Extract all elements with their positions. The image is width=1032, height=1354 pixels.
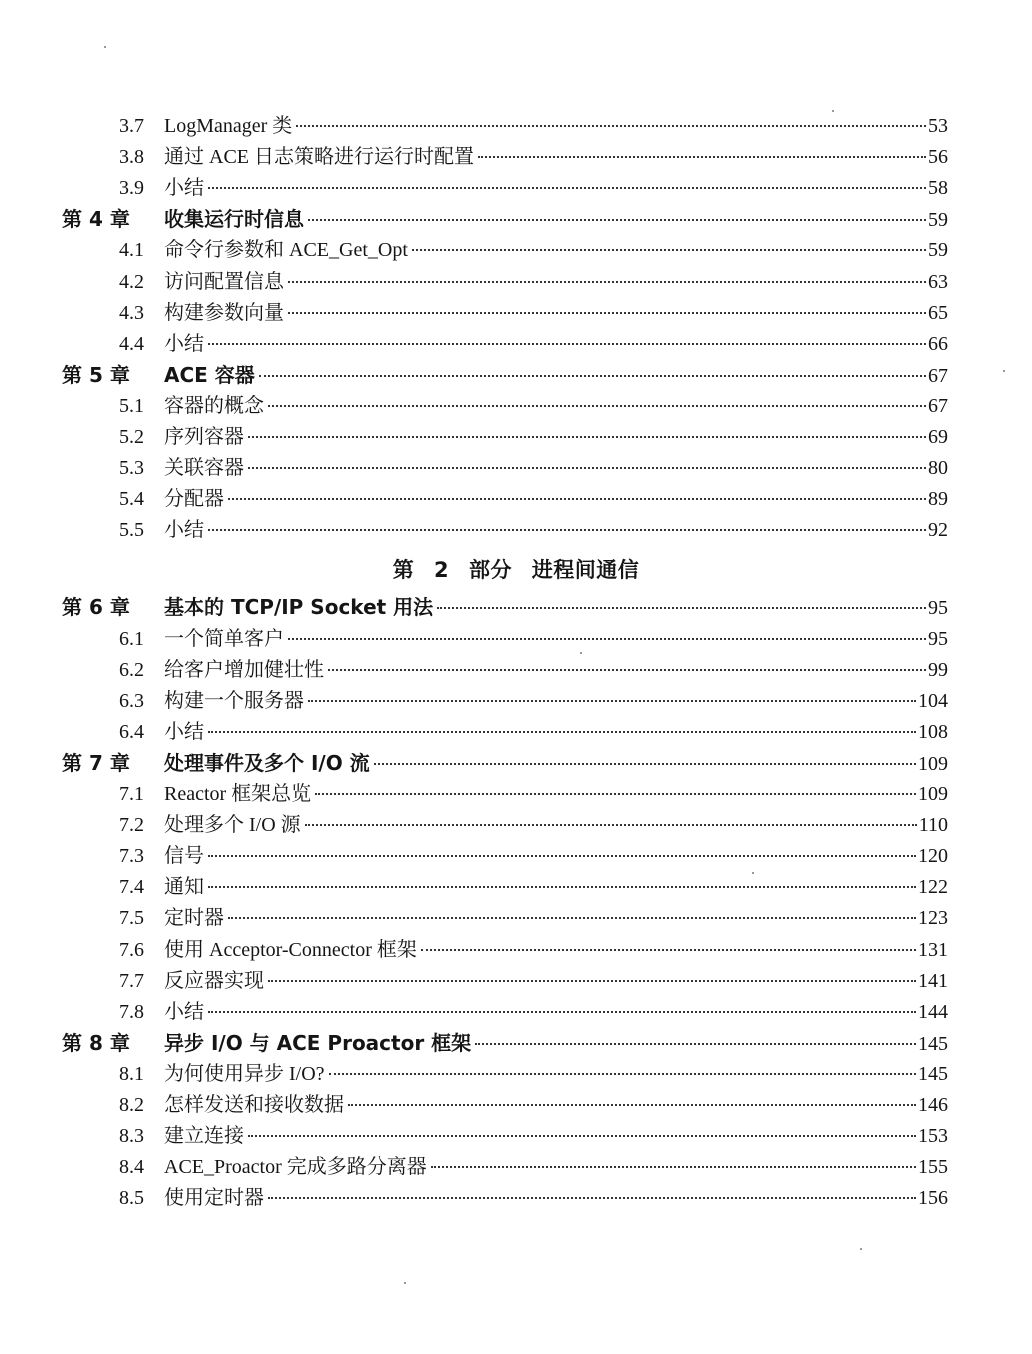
dot-leader — [431, 1166, 916, 1168]
toc-section-row[interactable] — [0, 111, 1032, 141]
dot-leader — [308, 700, 916, 702]
page-number: 67 — [928, 364, 948, 387]
toc-section-row[interactable] — [0, 686, 1032, 716]
toc-entry-line — [164, 267, 948, 297]
dot-leader — [348, 1104, 916, 1106]
dot-leader — [329, 1073, 916, 1075]
dot-leader — [259, 375, 926, 377]
dot-leader — [208, 855, 916, 857]
toc-entry-title: LogManager 类 — [164, 115, 293, 137]
page-number: 146 — [918, 1094, 948, 1116]
toc-entry-title: 命令行参数和 ACE_Get_Opt — [164, 239, 408, 262]
section-number: 7.8 — [119, 1000, 144, 1023]
page-number: 122 — [918, 876, 948, 899]
toc-entry-line — [164, 997, 948, 1027]
toc-entry-title: 通知 — [164, 876, 204, 899]
scan-speck — [104, 46, 106, 48]
page-number: 89 — [928, 488, 948, 511]
toc-entry-title: 建立连接 — [164, 1125, 244, 1148]
page-number: 66 — [928, 332, 948, 355]
page-number: 58 — [928, 177, 948, 200]
toc-entry-title: 怎样发送和接收数据 — [164, 1094, 344, 1116]
dot-leader — [268, 405, 926, 407]
dot-leader — [288, 638, 926, 640]
toc-entry-title: 小结 — [164, 177, 204, 200]
toc-section-row[interactable] — [0, 810, 1032, 840]
toc-entry-line — [164, 872, 948, 902]
toc-entry-line — [164, 111, 948, 141]
section-number: 5.2 — [119, 426, 144, 448]
toc-entry-line — [164, 935, 948, 965]
toc-entry-title: ACE 容器 — [164, 362, 255, 387]
page-number: 109 — [918, 783, 948, 805]
section-number: 7.3 — [119, 845, 144, 868]
page-number: 120 — [918, 845, 948, 868]
toc-section-row[interactable] — [0, 997, 1032, 1027]
toc-entry-line — [164, 1183, 948, 1213]
page-number: 69 — [928, 426, 948, 448]
toc-entry-title: 访问配置信息 — [164, 270, 284, 293]
scan-speck — [1003, 370, 1005, 372]
toc-entry-line — [164, 810, 948, 840]
section-number: 4.3 — [119, 301, 144, 324]
toc-chapter-row[interactable] — [0, 592, 1032, 622]
dot-leader — [208, 187, 926, 189]
toc-section-row[interactable] — [0, 779, 1032, 809]
toc-entry-title: 构建参数向量 — [164, 301, 284, 324]
toc-chapter-row[interactable] — [0, 1028, 1032, 1058]
toc-entry-title: 小结 — [164, 1000, 204, 1023]
toc-section-row[interactable] — [0, 717, 1032, 747]
toc-chapter-row[interactable] — [0, 748, 1032, 778]
section-number: 8.2 — [119, 1094, 144, 1116]
toc-section-row[interactable] — [0, 1183, 1032, 1213]
page-number: 92 — [928, 519, 948, 542]
dot-leader — [478, 156, 926, 158]
dot-leader — [268, 1197, 916, 1199]
toc-entry-title: 处理多个 I/O 源 — [164, 814, 301, 837]
toc-entry-line — [164, 515, 948, 545]
toc-entry-line — [164, 453, 948, 483]
toc-chapter-row[interactable] — [0, 204, 1032, 234]
section-number: 6.3 — [119, 689, 144, 712]
page-number: 141 — [918, 969, 948, 992]
dot-leader — [208, 1011, 916, 1013]
page-number: 110 — [918, 814, 948, 837]
toc-entry-line — [164, 717, 948, 747]
chapter-number: 第 7 章 — [62, 750, 130, 775]
toc-section-row[interactable] — [0, 1152, 1032, 1182]
section-number: 4.4 — [119, 332, 144, 355]
page-number: 153 — [918, 1125, 948, 1148]
dot-leader — [228, 917, 916, 919]
toc-section-row[interactable] — [0, 142, 1032, 172]
toc-section-row[interactable] — [0, 391, 1032, 421]
scan-speck — [580, 652, 582, 654]
dot-leader — [228, 498, 926, 500]
toc-entry-title: 处理事件及多个 I/O 流 — [164, 750, 370, 775]
toc-section-row[interactable] — [0, 298, 1032, 328]
page-number: 155 — [918, 1156, 948, 1179]
chapter-number: 第 8 章 — [62, 1030, 130, 1055]
section-number: 5.4 — [119, 488, 144, 511]
section-number: 8.4 — [119, 1156, 144, 1179]
toc-entry-title: 基本的 TCP/IP Socket 用法 — [164, 595, 434, 620]
dot-leader — [328, 669, 926, 671]
page-number: 59 — [928, 209, 948, 232]
page-number: 108 — [918, 720, 948, 743]
toc-entry-title: 使用定时器 — [164, 1187, 264, 1210]
toc-entry-line — [164, 204, 948, 234]
toc-entry-line — [164, 1090, 948, 1120]
section-number: 7.5 — [119, 907, 144, 930]
toc-entry-line — [164, 391, 948, 421]
toc-entry-title: 定时器 — [164, 907, 224, 930]
toc-entry-title: 通过 ACE 日志策略进行运行时配置 — [164, 146, 474, 169]
toc-entry-line — [164, 1059, 948, 1089]
dot-leader — [296, 125, 926, 127]
dot-leader — [268, 980, 916, 982]
section-number: 8.1 — [119, 1062, 144, 1085]
section-number: 6.4 — [119, 720, 144, 743]
section-number: 5.5 — [119, 519, 144, 542]
toc-section-row[interactable] — [0, 484, 1032, 514]
section-number: 7.7 — [119, 969, 144, 992]
page-number: 131 — [918, 938, 948, 961]
toc-entry-title: 为何使用异步 I/O? — [164, 1062, 325, 1085]
toc-entry-title: 构建一个服务器 — [164, 689, 304, 712]
section-number: 3.8 — [119, 146, 144, 169]
toc-entry-title: 一个简单客户 — [164, 627, 284, 650]
chapter-number: 第 5 章 — [62, 362, 130, 387]
toc-section-row[interactable] — [0, 267, 1032, 297]
dot-leader — [374, 763, 916, 765]
toc-entry-line — [164, 235, 948, 265]
toc-entry-line — [164, 655, 948, 685]
toc-entry-line — [164, 748, 948, 778]
section-number: 7.1 — [119, 783, 144, 805]
section-number: 5.1 — [119, 394, 144, 417]
section-number: 8.3 — [119, 1125, 144, 1148]
toc-entry-line — [164, 903, 948, 933]
page-number: 80 — [928, 457, 948, 480]
toc-entry-line — [164, 484, 948, 514]
page-number: 95 — [928, 627, 948, 650]
toc-section-row[interactable] — [0, 453, 1032, 483]
toc-entry-title: 小结 — [164, 332, 204, 355]
dot-leader — [421, 949, 916, 951]
toc-entry-line — [164, 779, 948, 809]
toc-entry-title: Reactor 框架总览 — [164, 783, 312, 805]
toc-entry-line — [164, 1028, 948, 1058]
dot-leader — [288, 312, 926, 314]
page-number: 144 — [918, 1000, 948, 1023]
dot-leader — [288, 281, 926, 283]
page-number: 67 — [928, 394, 948, 417]
section-number: 7.4 — [119, 876, 144, 899]
chapter-number: 第 4 章 — [62, 207, 130, 232]
toc-entry-line — [164, 841, 948, 871]
page-number: 53 — [928, 115, 948, 137]
section-number: 5.3 — [119, 457, 144, 480]
toc-entry-line — [164, 422, 948, 452]
toc-entry-line — [164, 142, 948, 172]
toc-entry-line — [164, 1152, 948, 1182]
section-number: 4.2 — [119, 270, 144, 293]
page-number: 123 — [918, 907, 948, 930]
chapter-number: 第 6 章 — [62, 595, 130, 620]
toc-entry-line — [164, 686, 948, 716]
toc-section-row[interactable] — [0, 173, 1032, 203]
toc-section-row[interactable] — [0, 1121, 1032, 1151]
toc-section-row[interactable] — [0, 329, 1032, 359]
page-number: 95 — [928, 597, 948, 620]
section-number: 4.1 — [119, 239, 144, 262]
dot-leader — [248, 467, 926, 469]
page-number: 63 — [928, 270, 948, 293]
section-number: 8.5 — [119, 1187, 144, 1210]
toc-section-row[interactable] — [0, 966, 1032, 996]
section-number: 7.6 — [119, 938, 144, 961]
toc-entry-title: 使用 Acceptor-Connector 框架 — [164, 938, 417, 961]
toc-entry-line — [164, 1121, 948, 1151]
dot-leader — [315, 793, 916, 795]
toc-section-row[interactable] — [0, 1059, 1032, 1089]
toc-entry-title: ACE_Proactor 完成多路分离器 — [164, 1156, 427, 1179]
dot-leader — [208, 343, 926, 345]
toc-entry-line — [164, 298, 948, 328]
part-heading: 第 2 部分 进程间通信 — [392, 558, 640, 583]
page-number: 156 — [918, 1187, 948, 1210]
toc-section-row[interactable] — [0, 235, 1032, 265]
toc-entry-line — [164, 329, 948, 359]
scan-speck — [752, 872, 754, 874]
toc-section-row[interactable] — [0, 624, 1032, 654]
dot-leader — [208, 529, 926, 531]
page-number: 104 — [918, 689, 948, 712]
section-number: 6.2 — [119, 658, 144, 681]
page-number: 109 — [918, 752, 948, 775]
toc-entry-title: 分配器 — [164, 488, 224, 511]
dot-leader — [437, 607, 926, 609]
dot-leader — [412, 249, 926, 251]
toc-entry-title: 信号 — [164, 845, 204, 868]
page-number: 65 — [928, 301, 948, 324]
toc-chapter-row[interactable] — [0, 360, 1032, 390]
toc-entry-line — [164, 592, 948, 622]
toc-section-row[interactable] — [0, 422, 1032, 452]
page-number: 145 — [918, 1032, 948, 1055]
toc-entry-title: 容器的概念 — [164, 394, 264, 417]
toc-section-row[interactable] — [0, 515, 1032, 545]
toc-entry-title: 小结 — [164, 720, 204, 743]
page-number: 56 — [928, 146, 948, 169]
section-number: 6.1 — [119, 627, 144, 650]
toc-entry-title: 收集运行时信息 — [164, 207, 304, 232]
section-number: 7.2 — [119, 814, 144, 837]
dot-leader — [475, 1043, 916, 1045]
toc-entry-line — [164, 173, 948, 203]
section-number: 3.7 — [119, 115, 144, 137]
toc-section-row[interactable] — [0, 935, 1032, 965]
toc-section-row[interactable] — [0, 872, 1032, 902]
toc-entry-title: 关联容器 — [164, 457, 244, 480]
toc-entry-title: 小结 — [164, 519, 204, 542]
toc-entry-title: 反应器实现 — [164, 969, 264, 992]
toc-entry-line — [164, 966, 948, 996]
toc-entry-line — [164, 624, 948, 654]
scan-speck — [832, 110, 834, 112]
dot-leader — [308, 219, 926, 221]
toc-section-row[interactable] — [0, 1090, 1032, 1120]
dot-leader — [208, 731, 916, 733]
toc-entry-line — [164, 360, 948, 390]
dot-leader — [248, 1135, 916, 1137]
toc-section-row[interactable] — [0, 841, 1032, 871]
dot-leader — [305, 824, 917, 826]
scan-speck — [860, 1248, 862, 1250]
toc-entry-title: 序列容器 — [164, 426, 244, 448]
dot-leader — [248, 436, 926, 438]
toc-entry-title: 给客户增加健壮性 — [164, 658, 324, 681]
dot-leader — [208, 886, 916, 888]
toc-entry-title: 异步 I/O 与 ACE Proactor 框架 — [164, 1030, 472, 1055]
toc-section-row[interactable] — [0, 655, 1032, 685]
toc-section-row[interactable] — [0, 903, 1032, 933]
page-number: 59 — [928, 239, 948, 262]
scan-speck — [404, 1282, 406, 1284]
page-number: 99 — [928, 658, 948, 681]
section-number: 3.9 — [119, 177, 144, 200]
page-number: 145 — [918, 1062, 948, 1085]
